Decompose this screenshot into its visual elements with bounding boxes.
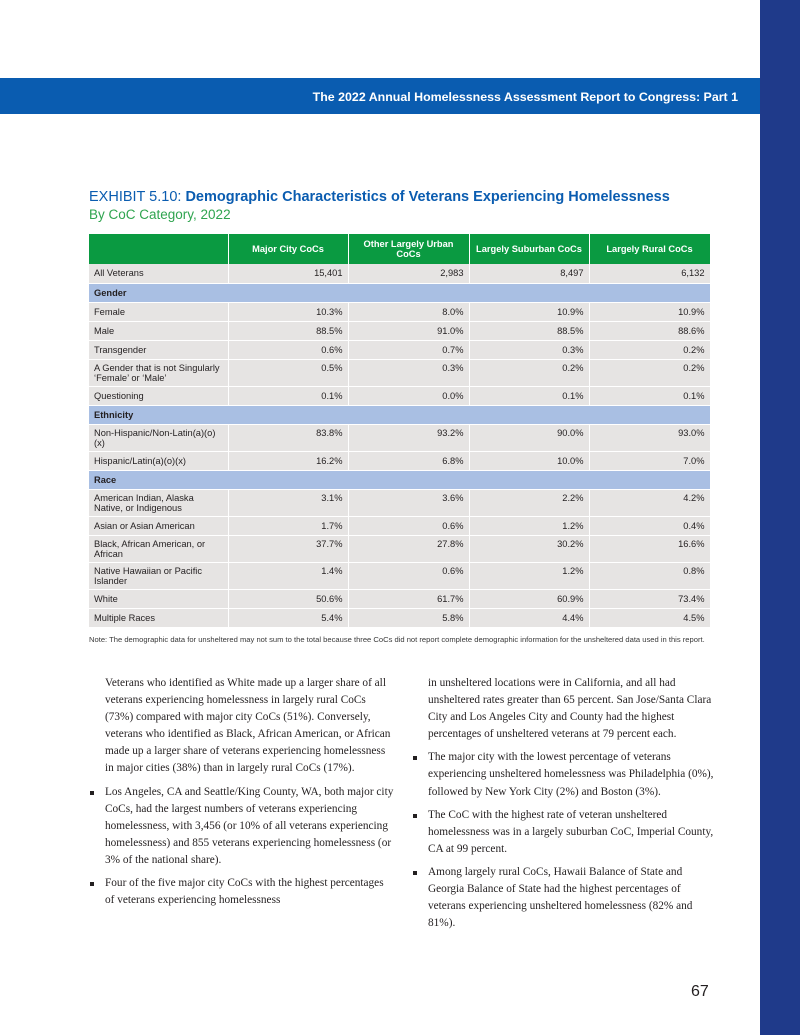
list-item: The CoC with the highest rate of veteran unsheltered homelessness was in a largely suburban CoC, Imperial County, CA at 99 percent. <box>428 807 718 858</box>
cell-value: 0.1% <box>589 386 710 405</box>
continuation-paragraph: in unsheltered locations were in California, and all had unsheltered rates greater than 65 percent. San Jose/Santa Clara City and Los Angeles City and County had the highest percentages of unsheltered veterans at 79 percent each. <box>428 677 712 741</box>
cell-value: 4.4% <box>469 608 589 627</box>
cell-value: 0.1% <box>469 386 589 405</box>
cell-value: 0.2% <box>469 359 589 386</box>
table-row <box>89 340 710 359</box>
cell-value: 0.6% <box>348 516 469 535</box>
column-header: Major City CoCs <box>228 234 348 264</box>
exhibit-heading: Demographic Characteristics of Veterans Experiencing Homelessness <box>185 189 670 205</box>
table-row <box>89 321 710 340</box>
list-item: Among largely rural CoCs, Hawaii Balance of State and Georgia Balance of State had the highest percentages of veterans experiencing unsheltered homelessness (82% and 81%). <box>428 864 718 932</box>
cell-value: 88.5% <box>469 321 589 340</box>
row-label: Male <box>89 321 228 340</box>
right-column <box>428 675 718 938</box>
list-item: Four of the five major city CoCs with the highest percentages of veterans experiencing homelessness <box>105 875 395 909</box>
cell-value: 5.8% <box>348 608 469 627</box>
cell-value: 4.5% <box>589 608 710 627</box>
table-note: Note: The demographic data for unsheltered may not sum to the total because three CoCs did not report complete demographic information for the unsheltered data used in this report. <box>89 635 705 644</box>
table-row <box>89 489 710 516</box>
row-label: Questioning <box>89 386 228 405</box>
cell-value: 93.2% <box>348 424 469 451</box>
cell-value: 5.4% <box>228 608 348 627</box>
section-row-ethnicity <box>89 405 710 424</box>
list-item: The major city with the lowest percentage of veterans experiencing unsheltered homelessness was Philadelphia (0%), followed by New York City (2%) and Boston (3%). <box>428 749 718 800</box>
cell-value: 0.0% <box>348 386 469 405</box>
section-heading: Gender <box>89 283 710 302</box>
left-column <box>105 675 395 915</box>
header-band <box>0 78 760 114</box>
header-blank-cell <box>89 234 228 264</box>
table-row <box>89 562 710 589</box>
cell-value: 3.1% <box>228 489 348 516</box>
table-row <box>89 424 710 451</box>
table-row <box>89 359 710 386</box>
cell-value: 3.6% <box>348 489 469 516</box>
table-row <box>89 451 710 470</box>
section-heading: Ethnicity <box>89 405 710 424</box>
table-row <box>89 535 710 562</box>
column-header: Other Largely Urban CoCs <box>348 234 469 264</box>
cell-value: 10.9% <box>469 302 589 321</box>
cell-value: 88.6% <box>589 321 710 340</box>
row-label: A Gender that is not Singularly ‘Female’ or ‘Male’ <box>89 359 228 386</box>
cell-value: 1.2% <box>469 516 589 535</box>
cell-value: 27.8% <box>348 535 469 562</box>
section-row-race <box>89 470 710 489</box>
intro-paragraph: Veterans who identified as White made up a larger share of all veterans experiencing homelessness in largely rural CoCs (73%) compared with major city CoCs (51%). Conversely, veterans who identified as Black, African American, or African made up a larger share of veterans experiencing homelessness in major cities (38%) than in largely rural CoCs (17%). <box>105 677 391 775</box>
column-header: Largely Suburban CoCs <box>469 234 589 264</box>
section-heading: Race <box>89 470 710 489</box>
exhibit-label: EXHIBIT 5.10: <box>89 189 186 205</box>
cell-value: 88.5% <box>228 321 348 340</box>
cell-value: 0.5% <box>228 359 348 386</box>
row-label: Female <box>89 302 228 321</box>
demographics-table <box>89 234 711 628</box>
bullet-list-right <box>428 749 718 932</box>
cell-value: 10.3% <box>228 302 348 321</box>
cell-value: 16.2% <box>228 451 348 470</box>
section-row-gender <box>89 283 710 302</box>
row-label: All Veterans <box>89 264 228 283</box>
cell-value: 0.2% <box>589 359 710 386</box>
cell-value: 0.7% <box>348 340 469 359</box>
cell-value: 91.0% <box>348 321 469 340</box>
cell-value: 0.1% <box>228 386 348 405</box>
cell-value: 37.7% <box>228 535 348 562</box>
cell-value: 50.6% <box>228 589 348 608</box>
cell-value: 73.4% <box>589 589 710 608</box>
cell-value: 10.9% <box>589 302 710 321</box>
table-row <box>89 589 710 608</box>
row-label: Transgender <box>89 340 228 359</box>
cell-value: 4.2% <box>589 489 710 516</box>
row-label: Hispanic/Latin(a)(o)(x) <box>89 451 228 470</box>
cell-value: 30.2% <box>469 535 589 562</box>
row-label: Multiple Races <box>89 608 228 627</box>
table-row <box>89 608 710 627</box>
cell-value: 1.7% <box>228 516 348 535</box>
cell-value: 0.2% <box>589 340 710 359</box>
cell-value: 10.0% <box>469 451 589 470</box>
row-label: White <box>89 589 228 608</box>
cell-value: 8.0% <box>348 302 469 321</box>
cell-value: 0.8% <box>589 562 710 589</box>
row-label: Asian or Asian American <box>89 516 228 535</box>
side-bar <box>760 0 800 1035</box>
report-title: The 2022 Annual Homelessness Assessment Report to Congress: Part 1 <box>312 90 738 104</box>
cell-value: 83.8% <box>228 424 348 451</box>
table-row <box>89 264 710 283</box>
table-row <box>89 302 710 321</box>
exhibit-title <box>89 189 670 205</box>
cell-value: 2.2% <box>469 489 589 516</box>
column-header: Largely Rural CoCs <box>589 234 710 264</box>
cell-value: 1.2% <box>469 562 589 589</box>
cell-value: 6.8% <box>348 451 469 470</box>
row-label: Non-Hispanic/Non-Latin(a)(o)(x) <box>89 424 228 451</box>
cell-value: 6,132 <box>589 264 710 283</box>
cell-value: 0.4% <box>589 516 710 535</box>
cell-value: 0.6% <box>228 340 348 359</box>
exhibit-subtitle: By CoC Category, 2022 <box>89 207 231 222</box>
cell-value: 61.7% <box>348 589 469 608</box>
cell-value: 90.0% <box>469 424 589 451</box>
cell-value: 93.0% <box>589 424 710 451</box>
cell-value: 1.4% <box>228 562 348 589</box>
cell-value: 8,497 <box>469 264 589 283</box>
list-item: Los Angeles, CA and Seattle/King County, WA, both major city CoCs, had the largest numbers of veterans experiencing homelessness, with 3,456 (or 10% of all veterans experiencing homelessness) and 855 veterans experiencing homelessness (or 3% of the national share). <box>105 784 395 869</box>
page-number: 67 <box>691 983 709 1000</box>
row-label: American Indian, Alaska Native, or Indigenous <box>89 489 228 516</box>
cell-value: 2,983 <box>348 264 469 283</box>
table-row <box>89 386 710 405</box>
cell-value: 15,401 <box>228 264 348 283</box>
cell-value: 0.3% <box>469 340 589 359</box>
cell-value: 60.9% <box>469 589 589 608</box>
table-row <box>89 516 710 535</box>
cell-value: 16.6% <box>589 535 710 562</box>
cell-value: 0.6% <box>348 562 469 589</box>
row-label: Black, African American, or African <box>89 535 228 562</box>
cell-value: 7.0% <box>589 451 710 470</box>
row-label: Native Hawaiian or Pacific Islander <box>89 562 228 589</box>
cell-value: 0.3% <box>348 359 469 386</box>
bullet-list-left <box>105 784 395 910</box>
